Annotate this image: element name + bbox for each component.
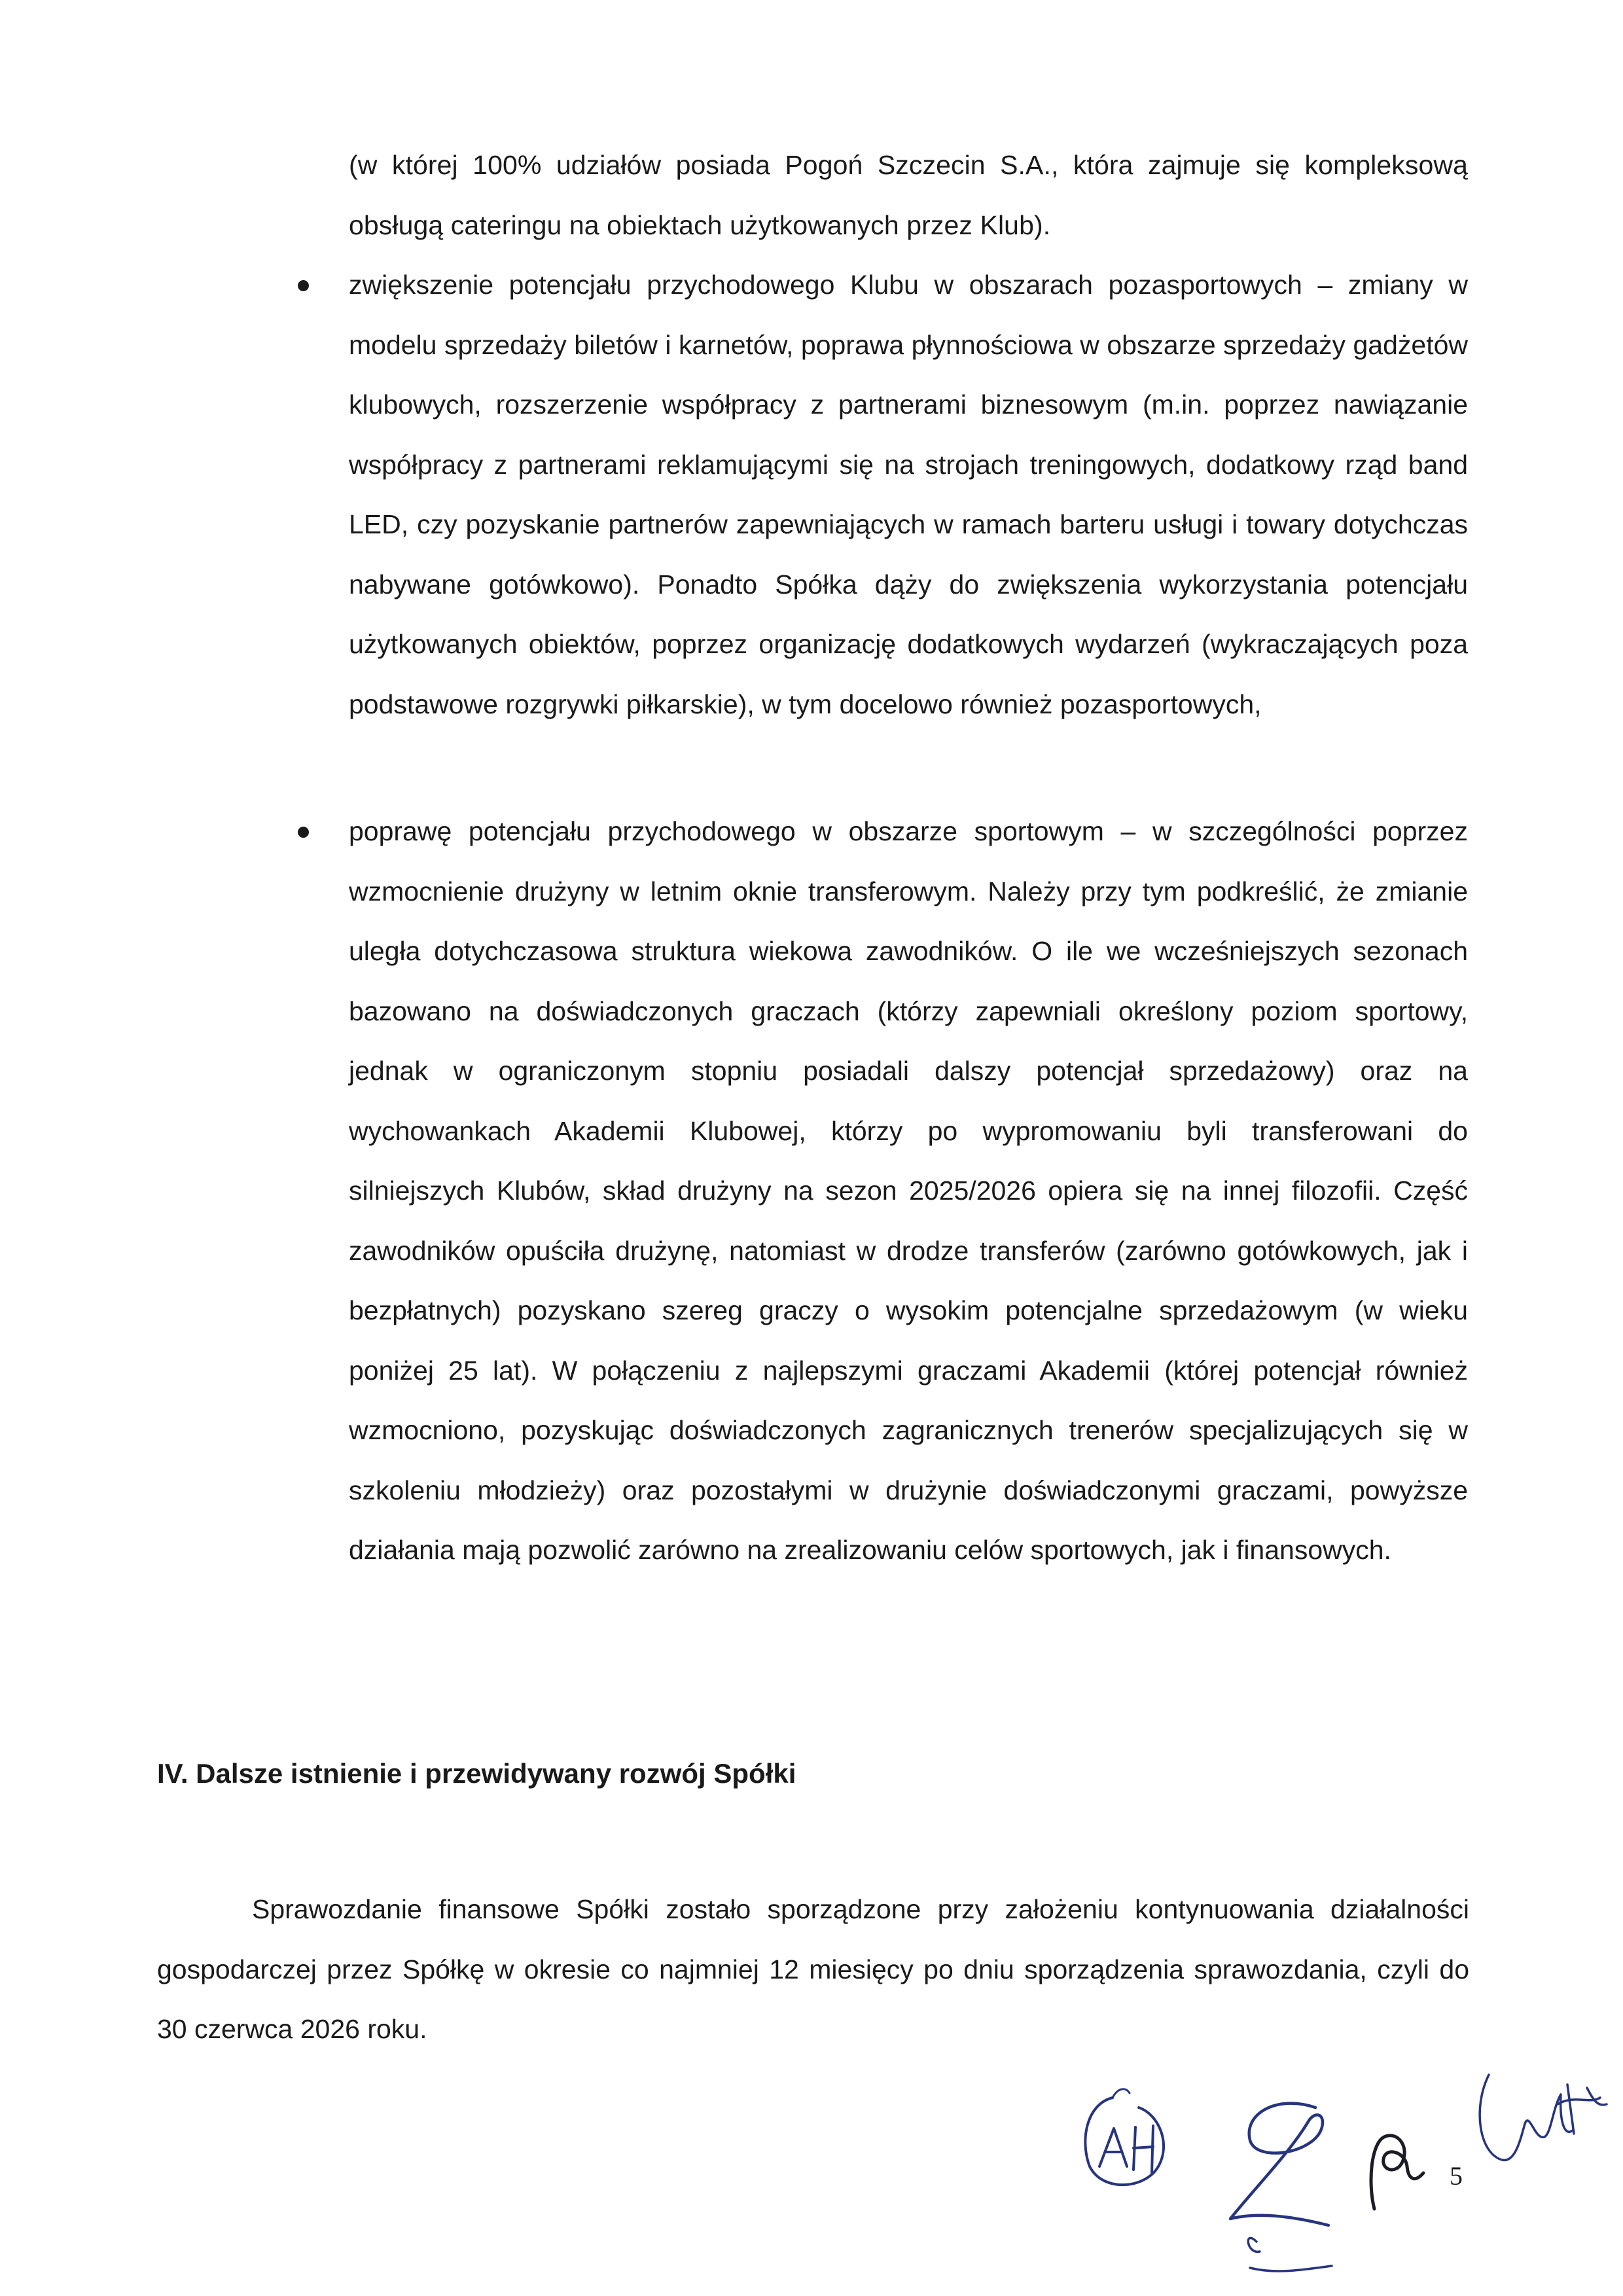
section-heading: IV. Dalsze istnienie i przewidywany rozwój Spółki <box>157 1758 796 1789</box>
continuation-text: (w której 100% udziałów posiada Pogoń Szczecin S.A., która zajmuje się kompleksową obsługą cateringu na obiektach użytkowanych przez Klub). <box>349 150 1468 240</box>
page-number: 5 <box>1450 2161 1463 2191</box>
section-paragraph: Sprawozdanie finansowe Spółki zostało sporządzone przy założeniu kontynuowania działalności gospodarczej przez Spółkę w okresie co najmniej 12 miesięcy po dniu sporządzenia sprawozdania, czyli do 30 czerwca 2026 roku. <box>157 1894 1469 2044</box>
bullet-item: zwiększenie potencjału przychodowego Klubu w obszarach pozasportowych – zmiany w modelu sprzedaży biletów i karnetów, poprawa płynnościowa w obszarze sprzedaży gadżetów klubowych, rozszerzenie współpracy z partnerami biznesowym (m.in. poprzez nawiązanie współpracy z partnerami reklamującymi się na strojach treningowych, dodatkowy rząd band LED, czy pozyskanie partnerów zapewniających w ramach barteru usługi i towary dotychczas nabywane gotówkowo). Ponadto Spółka dąży do zwiększenia wykorzystania potencjału użytkowanych obiektów, poprzez organizację dodatkowych wydarzeń (wykraczających poza podstawowe rozgrywki piłkarskie), w tym docelowo również pozasportowych, <box>349 255 1468 734</box>
bullet-item: poprawę potencjału przychodowego w obszarze sportowym – w szczególności poprzez wzmocnienie drużyny w letnim oknie transferowym. Należy przy tym podkreślić, że zmianie uległa dotychczasowa struktura wiekowa zawodników. O ile we wcześniejszych sezonach bazowano na doświadczonych graczach (którzy zapewniali określony poziom sportowy, jednak w ograniczonym stopniu posiadali dalszy potencjał sprzedażowy) oraz na wychowankach Akademii Klubowej, którzy po wypromowaniu byli transferowani do silniejszych Klubów, skład drużyny na sezon 2025/2026 opiera się na innej filozofii. Część zawodników opuściła drużynę, natomiast w drodze transferów (zarówno gotówkowych, jak i bezpłatnych) pozyskano szereg graczy o wysokim potencjalne sprzedażowym (w wieku poniżej 25 lat). W połączeniu z najlepszymi graczami Akademii (której potencjał również wzmocniono, pozyskując doświadczonych zagranicznych trenerów specjalizujących się w szkoleniu młodzieży) oraz pozostałymi w drużynie doświadczonymi graczami, powyższe działania mają pozwolić zarówno na zrealizowaniu celów sportowych, jak i finansowych. <box>349 802 1468 1581</box>
signature-scribble <box>1217 2088 1348 2278</box>
initials-signature-loop <box>1355 2117 1433 2215</box>
initials-signature-right <box>1469 2068 1620 2166</box>
initials-signature-circled <box>1067 2081 1185 2199</box>
